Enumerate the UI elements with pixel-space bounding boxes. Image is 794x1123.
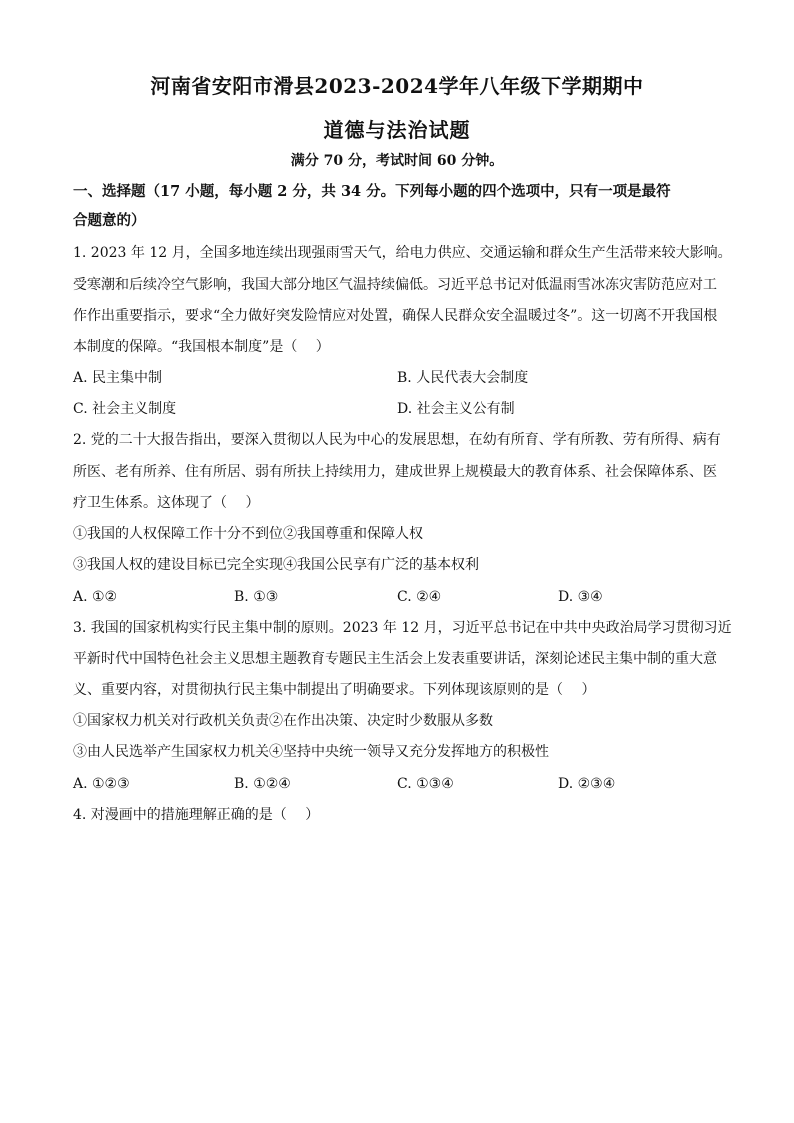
q1-option-c: C. 社会主义制度 — [73, 401, 177, 417]
q3-option-b: B. ①②④ — [234, 776, 291, 792]
q2-statement: ③我国人权的建设目标已完全实现④我国公民享有广泛的基本权利 — [73, 557, 479, 573]
q2-option-a: A. ①② — [73, 589, 118, 605]
q2-statement: ①我国的人权保障工作十分不到位②我国尊重和保障人权 — [73, 526, 423, 542]
q1-line: 本制度的保障。“我国根本制度”是（ ） — [73, 339, 330, 355]
q3-line: 平新时代中国特色社会主义思想主题教育专题民主生活会上发表重要讲话，深刻论述民主集中制的重大意 — [73, 651, 717, 667]
q2-option-b: B. ①③ — [234, 589, 279, 605]
q1-option-b: B. 人民代表大会制度 — [397, 370, 529, 386]
q2-option-c: C. ②④ — [397, 589, 442, 605]
section-heading-line2: 合题意的） — [73, 212, 146, 229]
q3-option-a: A. ①②③ — [73, 776, 130, 792]
q4-line: 4. 对漫画中的措施理解正确的是（ ） — [73, 807, 320, 823]
section-heading-line1: 一、选择题（17 小题，每小题 2 分，共 34 分。下列每小题的四个选项中，只有一项是最符 — [73, 183, 671, 200]
q1-option-d: D. 社会主义公有制 — [397, 401, 515, 417]
q3-line: 义、重要内容，对贯彻执行民主集中制提出了明确要求。下列体现该原则的是（ ） — [73, 682, 596, 698]
q2-line: 疗卫生体系。这体现了（ ） — [73, 495, 260, 511]
q3-statement: ③由人民选举产生国家权力机关④坚持中央统一领导又充分发挥地方的积极性 — [73, 744, 549, 760]
q2-option-d: D. ③④ — [558, 589, 603, 605]
q2-line: 所医、老有所养、住有所居、弱有所扶上持续用力，建成世界上规模最大的教育体系、社会保障体系、医 — [73, 464, 717, 480]
exam-title: 河南省安阳市滑县2023-2024学年八年级下学期期中 — [150, 74, 644, 98]
exam-subject: 道德与法治试题 — [323, 118, 471, 142]
exam-info: 满分 70 分，考试时间 60 分钟。 — [290, 153, 504, 169]
q1-line: 1. 2023 年 12 月，全国多地连续出现强雨雪天气，给电力供应、交通运输和群众生产生活带来较大影响。 — [73, 245, 732, 261]
q3-line: 3. 我国的国家机构实行民主集中制的原则。2023 年 12 月，习近平总书记在中共中央政治局学习贯彻习近 — [73, 620, 732, 636]
q3-option-c: C. ①③④ — [397, 776, 454, 792]
q1-option-a: A. 民主集中制 — [73, 370, 163, 386]
q1-line: 作作出重要指示，要求“全力做好突发险情应对处置，确保人民群众安全温暖过冬”。这一切离不开我国根 — [73, 308, 718, 324]
q3-statement: ①国家权力机关对行政机关负责②在作出决策、决定时少数服从多数 — [73, 713, 493, 729]
q3-option-d: D. ②③④ — [558, 776, 616, 792]
q1-line: 受寒潮和后续冷空气影响，我国大部分地区气温持续偏低。习近平总书记对低温雨雪冰冻灾害防范应对工 — [73, 277, 717, 293]
q2-line: 2. 党的二十大报告指出，要深入贯彻以人民为中心的发展思想，在幼有所育、学有所教、劳有所得、病有 — [73, 432, 721, 448]
